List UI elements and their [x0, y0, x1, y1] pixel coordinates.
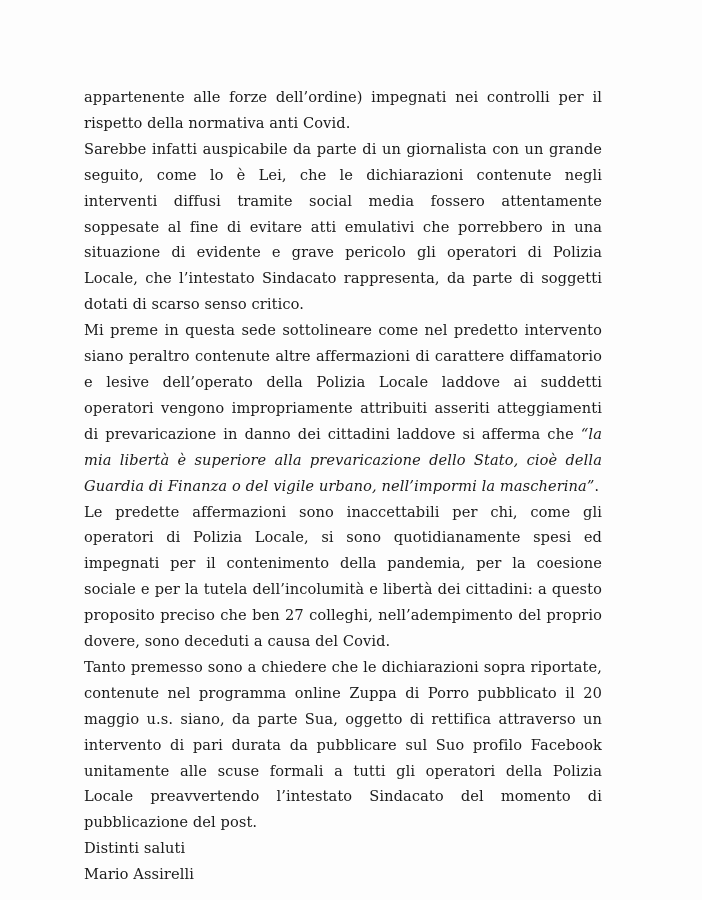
paragraph-2-text: Sarebbe infatti auspicabile da parte di un giornalista con un grande seguito, come lo è Lei, che le dichiarazioni contenute negli interventi diffusi tramite social media fossero attentamente soppesate al fine di evitare atti emulativi che porrebbero in una situazione di evidente e grave pericolo gli operatori di Polizia Locale, che l’intestato Sindacato rappresenta, da parte di soggetti dotati di scarso senso critico. [84, 140, 602, 314]
paragraph-4-text: Le predette affermazioni sono inaccettabili per chi, come gli operatori di Polizia Locale, si sono quotidianamente spesi ed impegnati per il contenimento della pandemia, per la coesione sociale e per la tutela dell’incolumità e libertà dei cittadini: a questo proposito preciso che ben 27 colleghi, nell’adempimento del proprio dovere, sono deceduti a causa del Covid. [84, 503, 602, 651]
paragraph-3 [84, 318, 602, 499]
signature-name: Mario Assirelli [84, 866, 195, 884]
paragraph-4 [84, 500, 602, 655]
paragraph-1 [84, 85, 602, 137]
closing-salutation: Distinti saluti [84, 840, 186, 858]
letter-body [84, 85, 602, 888]
paragraph-3-text: Mi preme in questa sede sottolineare come nel predetto intervento siano peraltro contenute altre affermazioni di carattere diffamatorio e lesive dell’operato della Polizia Locale laddove ai suddetti operatori vengono impropriamente attribuiti asseriti atteggiamenti di prevaricazione in danno dei cittadini laddove si afferma che [84, 322, 602, 443]
paragraph-5-text: Tanto premesso sono a chiedere che le dichiarazioni sopra riportate, contenute nel programma online Zuppa di Porro pubblicato il 20 maggio u.s. siano, da parte Sua, oggetto di rettifica attraverso un intervento di pari durata da pubblicare sul Suo profilo Facebook unitamente alle scuse formali a tutti gli operatori della Polizia Locale preavvertendo l’intestato Sindacato del momento di pubblicazione del post. [84, 658, 602, 832]
paragraph-3-end: . [594, 477, 600, 495]
paragraph-3-quote: “la mia libertà è superiore alla prevaricazione dello Stato, cioè della Guardia di Finanza o del vigile urbano, nell’impormi la mascherina” [84, 425, 602, 495]
paragraph-5 [84, 655, 602, 836]
paragraph-2 [84, 137, 602, 318]
paragraph-1-text: appartenente alle forze dell’ordine) impegnati nei controlli per il rispetto della normativa anti Covid. [84, 89, 602, 132]
